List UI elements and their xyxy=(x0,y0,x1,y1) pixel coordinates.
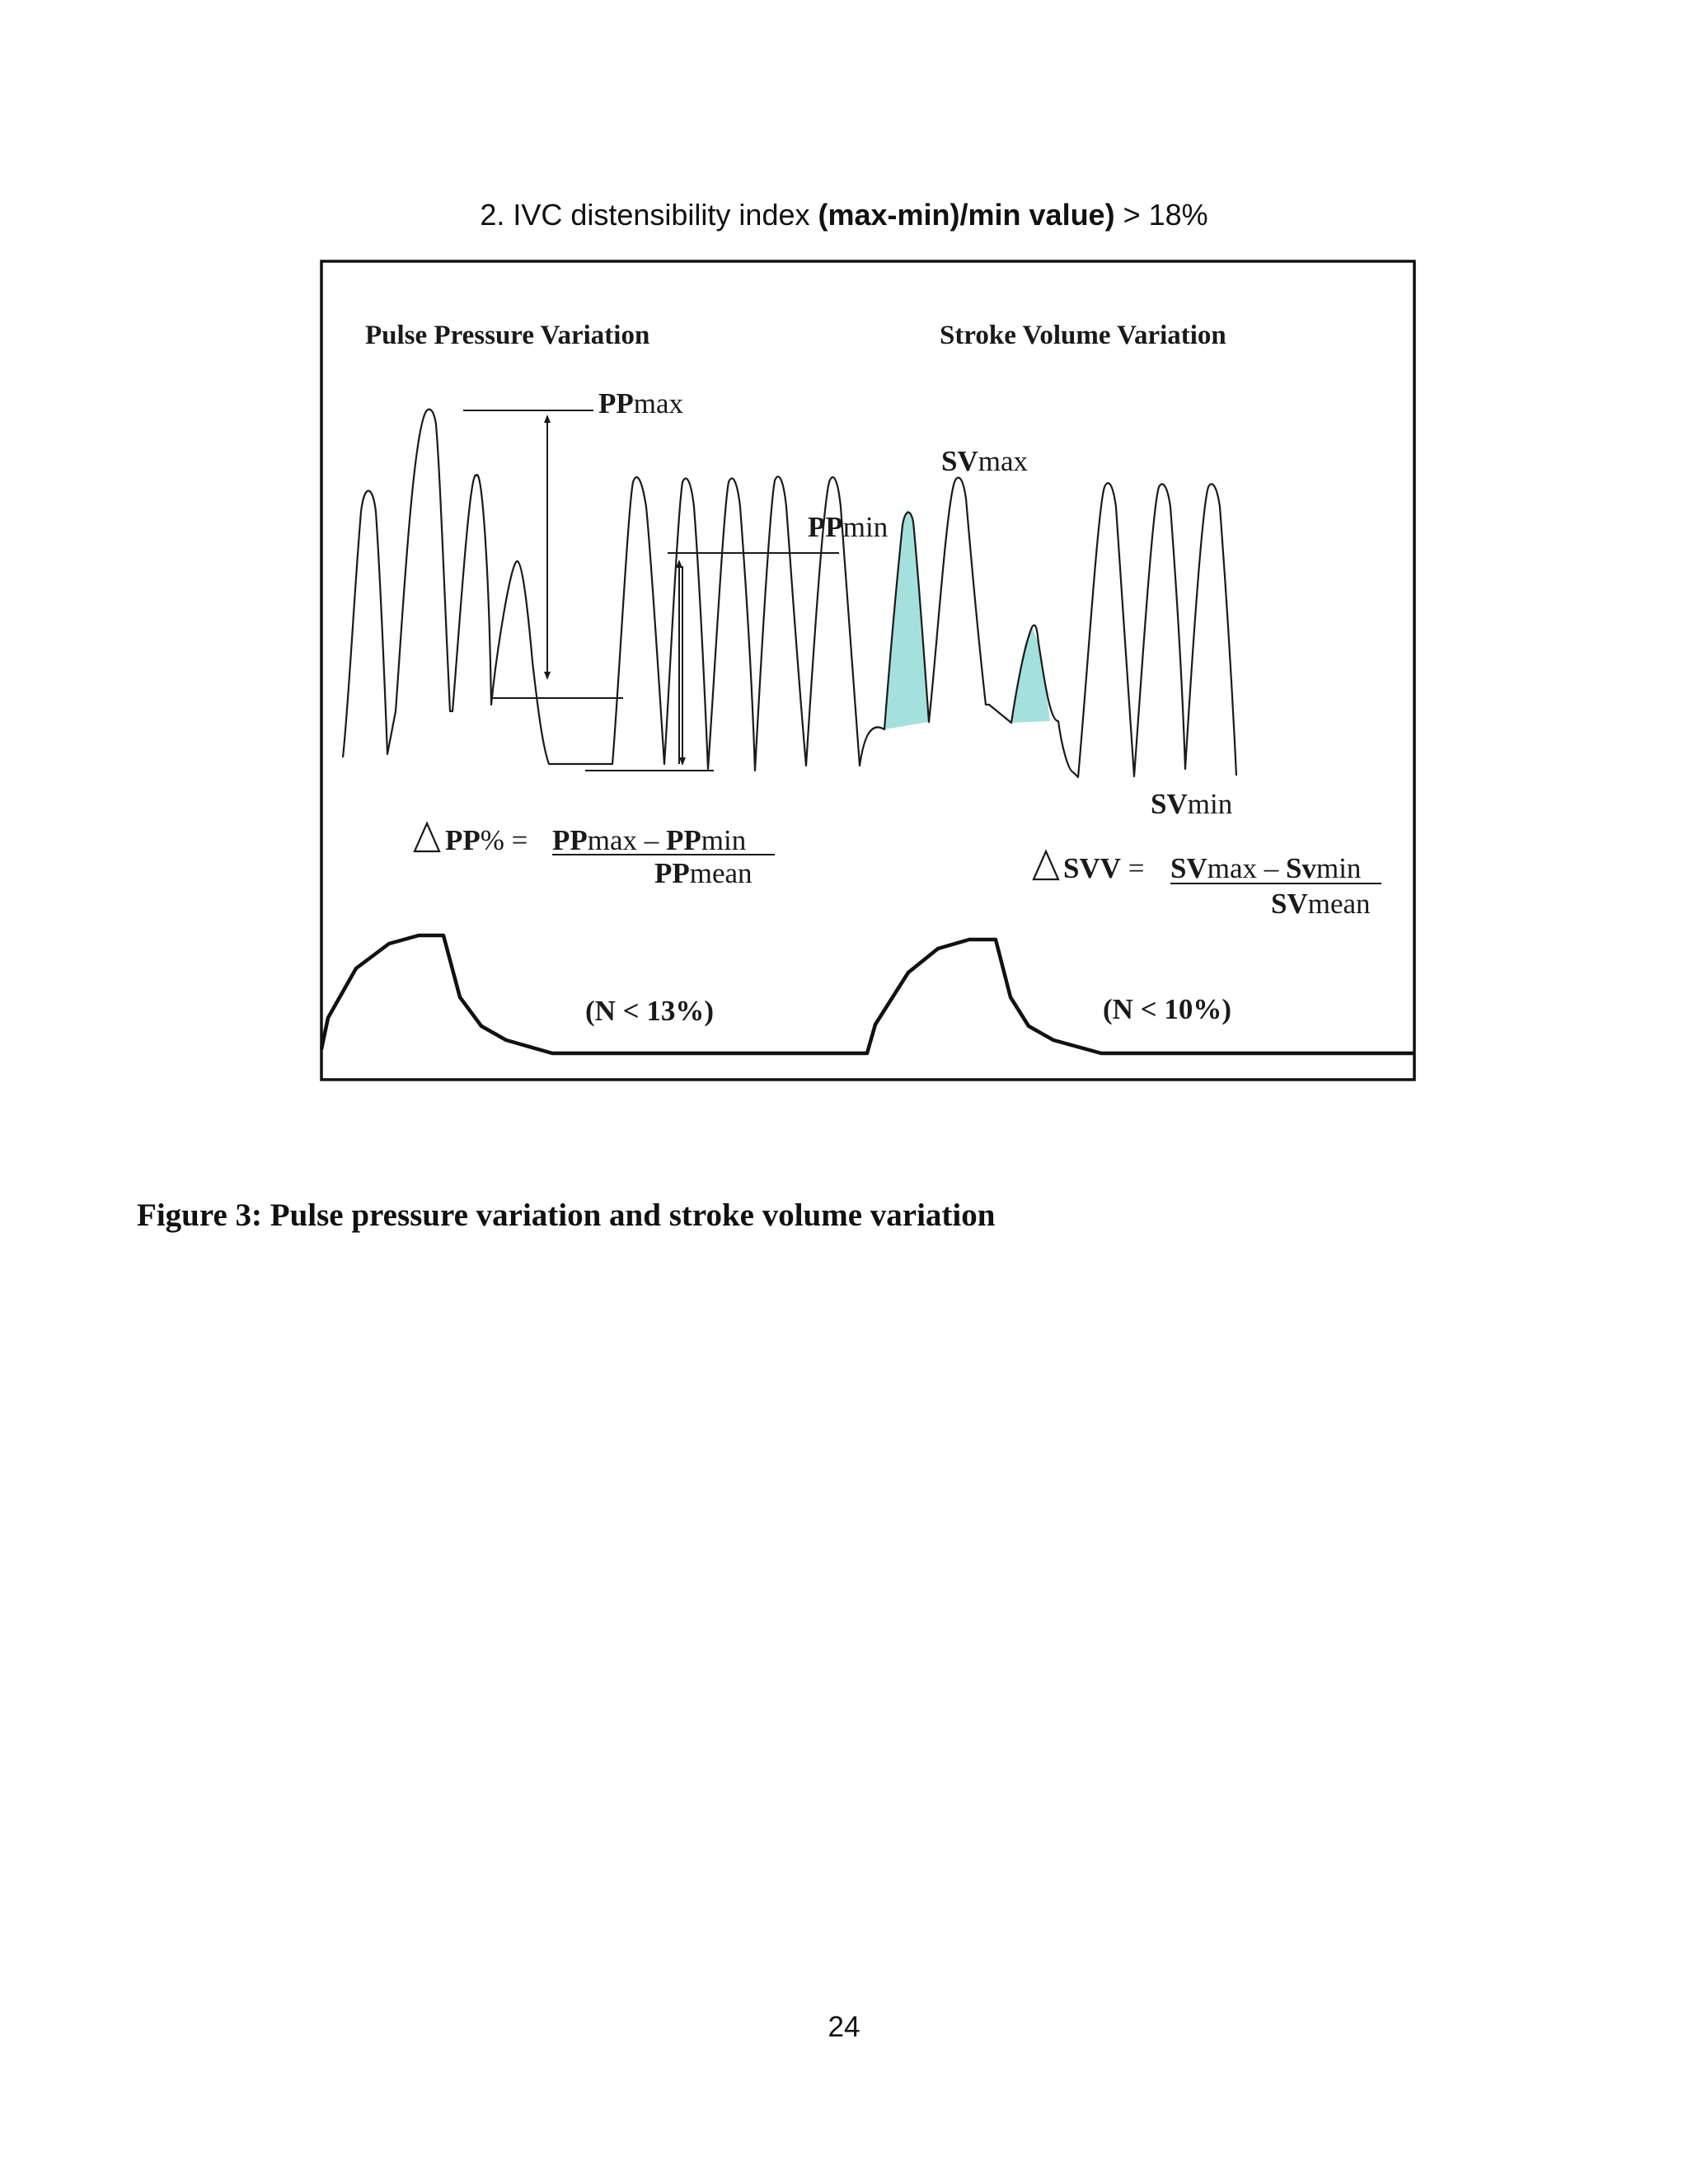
ppv-title: Pulse Pressure Variation xyxy=(365,321,650,350)
ppv-svv-figure xyxy=(320,260,1416,1081)
svv-title: Stroke Volume Variation xyxy=(940,321,1226,350)
svv-formula-numerator: SVmax – Svmin xyxy=(1170,852,1362,884)
svv-normal-value: (N < 10%) xyxy=(1103,993,1232,1025)
figure-border xyxy=(321,261,1414,1080)
page-number: 24 xyxy=(828,2011,860,2043)
airway-pressure-waveform xyxy=(321,935,1414,1053)
heading-text: 2. IVC distensibility index xyxy=(480,198,818,232)
heading-bold-text: (max-min)/min value) xyxy=(818,198,1115,232)
arterial-pressure-waveform xyxy=(343,410,1236,777)
section-heading xyxy=(0,198,1688,232)
delta-icon xyxy=(415,823,439,851)
svmax-label: SVmax xyxy=(941,445,1029,477)
ppmax-label: PPmax xyxy=(598,387,684,419)
ppmin-label: PPmin xyxy=(808,511,889,543)
delta-icon xyxy=(1034,851,1058,879)
heading-suffix-text: > 18% xyxy=(1114,198,1208,232)
ppv-formula-lhs: PP% = xyxy=(445,824,528,856)
ppv-formula-numerator: PPmax – PPmin xyxy=(552,824,747,856)
figure-caption: Figure 3: Pulse pressure variation and stroke volume variation xyxy=(137,1197,996,1233)
ppv-normal-value: (N < 13%) xyxy=(585,995,715,1027)
svmin-label: SVmin xyxy=(1151,788,1233,820)
svv-formula-lhs: SVV = xyxy=(1063,852,1145,884)
svv-formula-denominator: SVmean xyxy=(1271,888,1371,920)
ppv-formula-denominator: PPmean xyxy=(654,857,753,889)
